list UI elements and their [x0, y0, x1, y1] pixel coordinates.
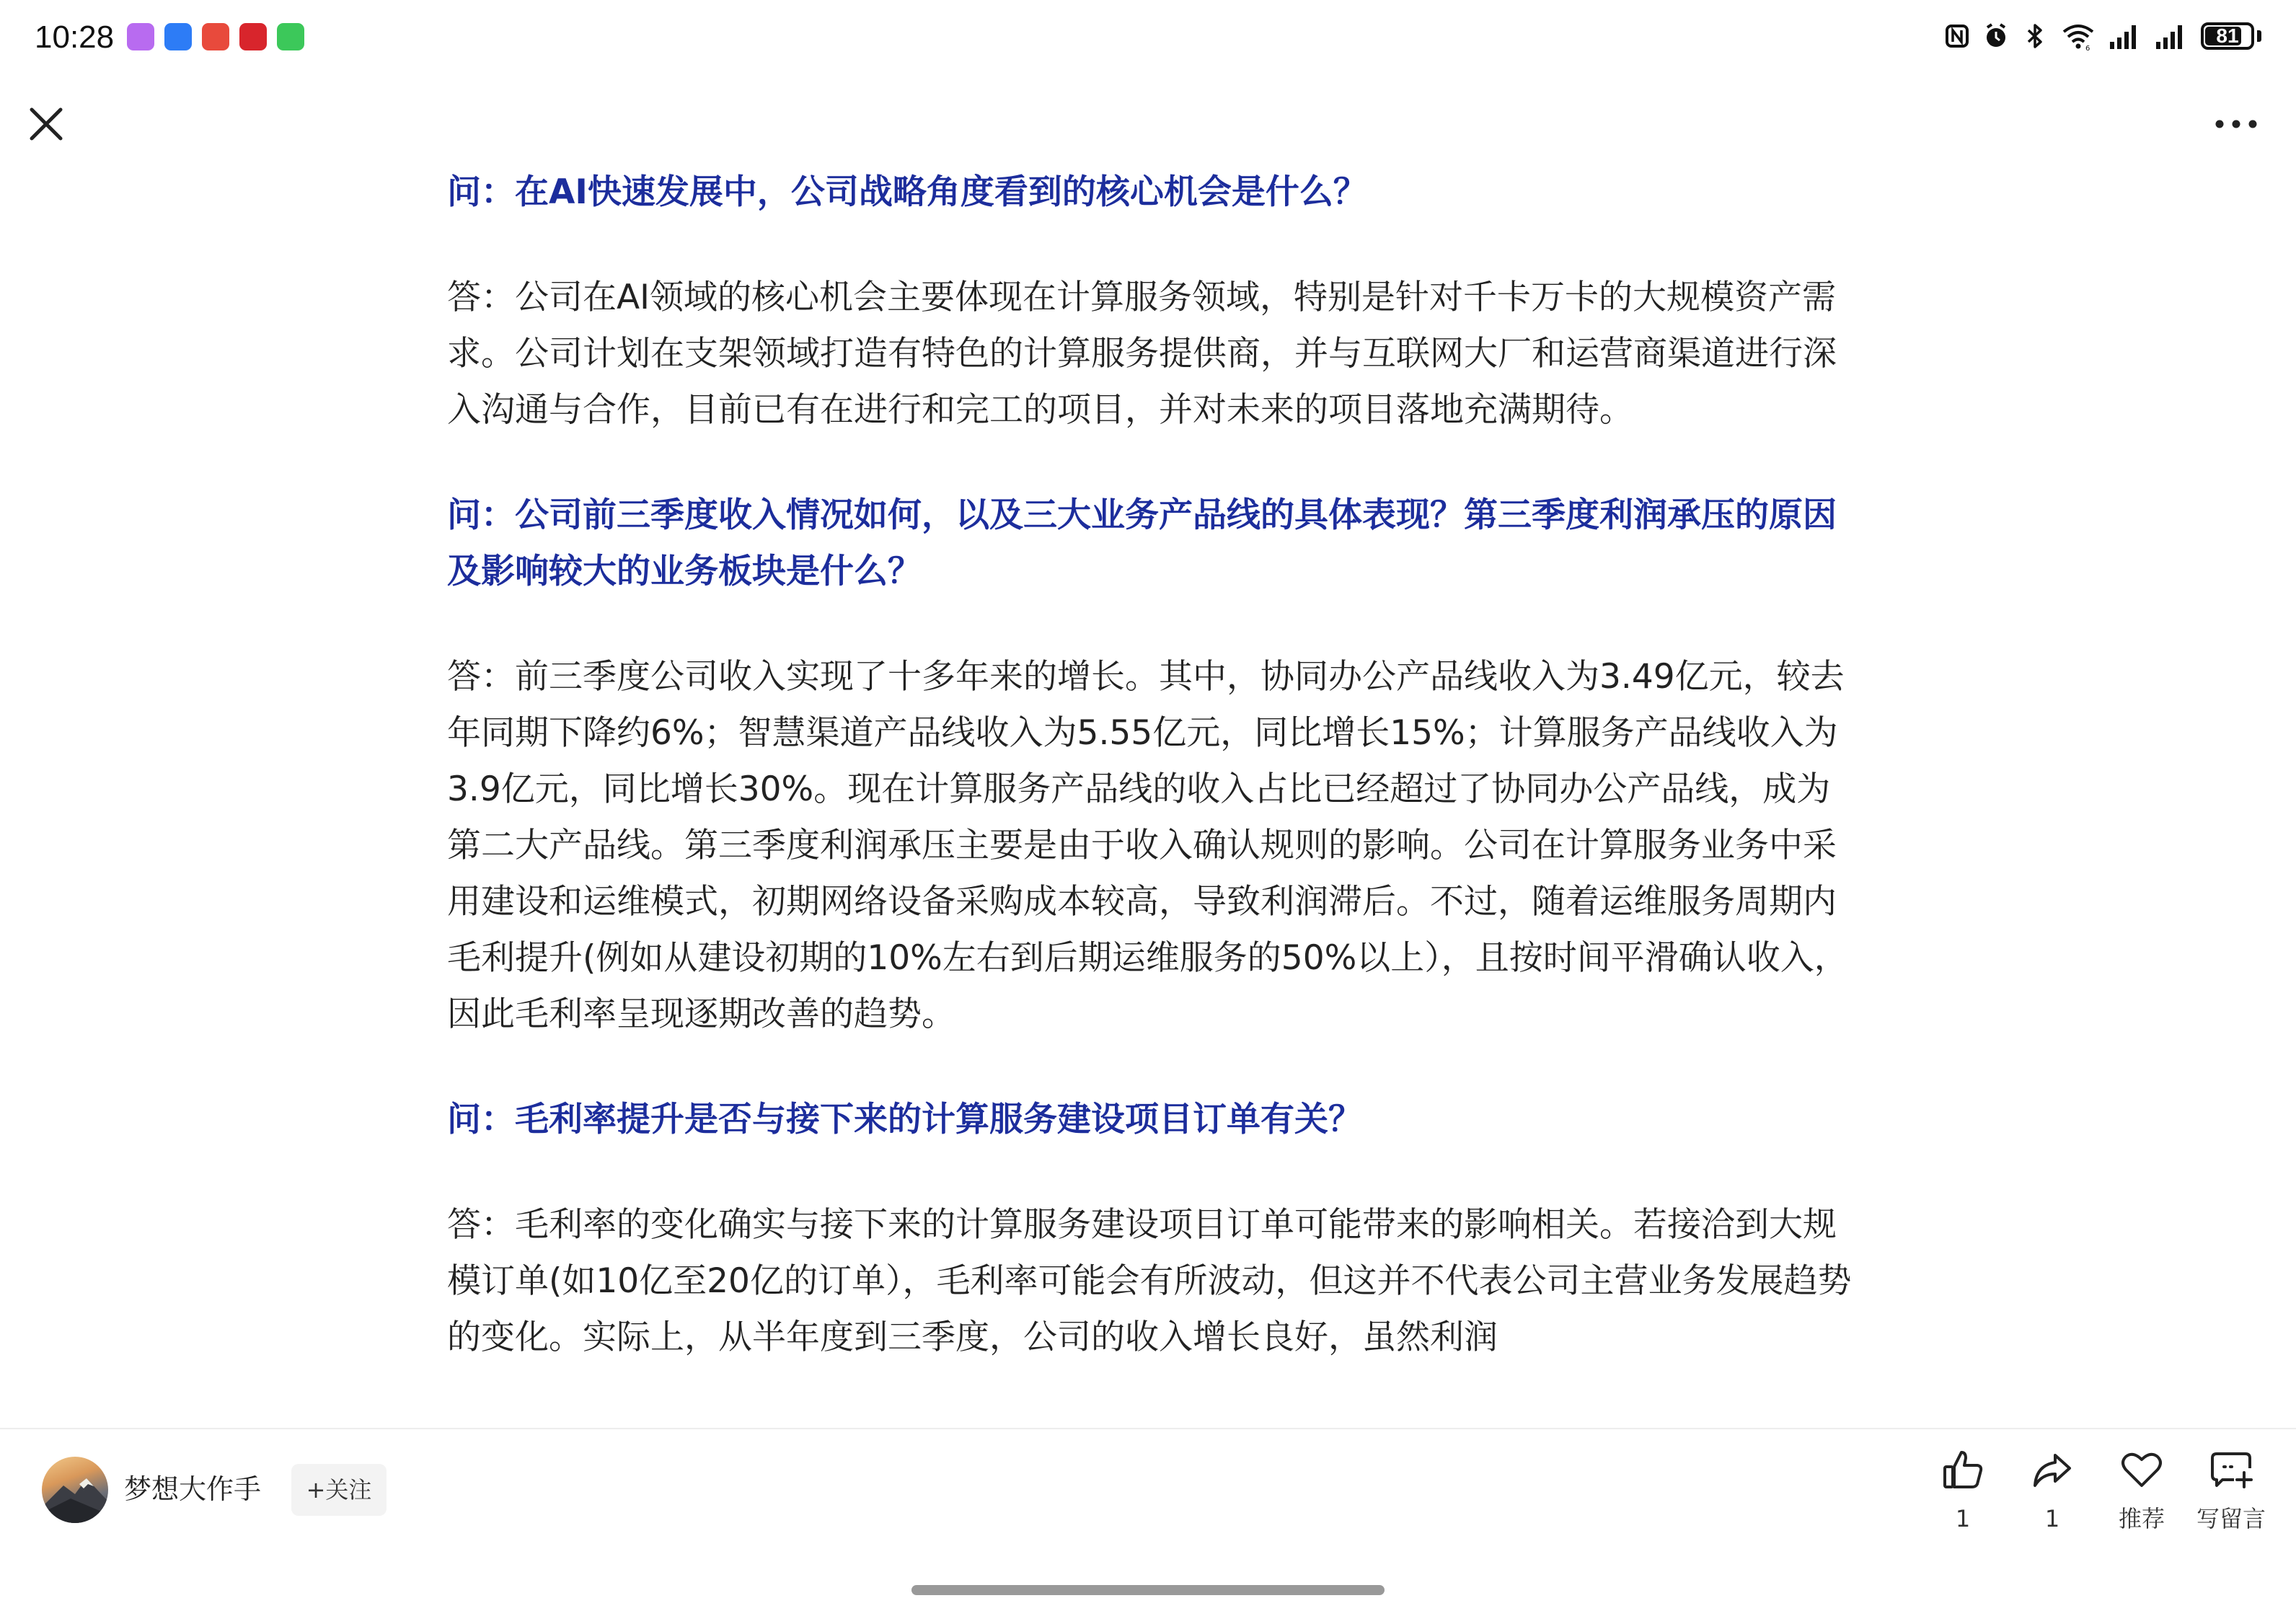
close-icon[interactable] [25, 102, 68, 146]
signal-icon-1 [2109, 22, 2142, 50]
notification-icons [127, 23, 304, 50]
share-count: 1 [2044, 1505, 2060, 1532]
app-icon-red-badge [202, 23, 229, 50]
avatar[interactable] [42, 1457, 108, 1523]
battery-level: 81 [2216, 25, 2239, 47]
app-icon-red-logo [239, 23, 267, 50]
alarm-icon [1983, 22, 2009, 50]
mountain-image [42, 1457, 108, 1523]
more-options-icon[interactable] [2211, 108, 2261, 140]
svg-text:6: 6 [2085, 45, 2090, 50]
bluetooth-icon [2022, 22, 2048, 50]
status-bar [0, 0, 2296, 75]
follow-button[interactable]: +关注 [291, 1464, 387, 1516]
app-icon-blue-chat [164, 23, 192, 50]
battery-icon [2201, 22, 2254, 50]
question-text: 问：在AI快速发展中，公司战略角度看到的核心机会是什么？ [447, 172, 1367, 212]
recommend-button[interactable] [2097, 1447, 2186, 1535]
question-text: 问：公司前三季度收入情况如何，以及三大业务产品线的具体表现？第三季度利润承压的原因及影响较大的业务板块是什么？ [447, 495, 1837, 591]
signal-icon-2 [2155, 22, 2188, 50]
answer-text: 答：公司在AI领域的核心机会主要体现在计算服务领域，特别是针对千卡万卡的大规模资产需求。公司计划在支架领域打造有特色的计算服务提供商，并与互联网大厂和运营商渠道进行深入沟通与合作，目前已有在进行和完工的项目，并对未来的项目落地充满期待。 [447, 278, 1837, 430]
nfc-icon [1944, 22, 1970, 50]
action-buttons [1918, 1447, 2276, 1535]
answer-text: 答：毛利率的变化确实与接下来的计算服务建设项目订单可能带来的影响相关。若接洽到大规模订单(如10亿至20亿的订单），毛利率可能会有所波动，但这并不代表公司主营业务发展趋势的变化。实际上，从半年度到三季度，公司的收入增长良好，虽然利润 [447, 1205, 1852, 1357]
like-count: 1 [1955, 1505, 1971, 1532]
comment-plus-icon [2208, 1447, 2254, 1493]
share-button[interactable] [2008, 1447, 2097, 1535]
app-icon-purple [127, 23, 154, 50]
comment-label: 写留言 [2196, 1505, 2266, 1532]
app-icon-green [277, 23, 304, 50]
thumbs-up-icon [1940, 1447, 1986, 1493]
like-button[interactable] [1918, 1447, 2008, 1535]
author-name[interactable]: 梦想大作手 [124, 1473, 262, 1505]
comment-button[interactable] [2186, 1447, 2276, 1535]
wifi-icon [2061, 22, 2096, 50]
battery-cap [2257, 30, 2261, 42]
status-indicators [1944, 22, 2261, 50]
status-time: 10:28 [35, 19, 115, 55]
heart-icon [2119, 1447, 2165, 1493]
answer-text: 答：前三季度公司收入实现了十多年来的增长。其中，协同办公产品线收入为3.49亿元，较去年同期下降约6%；智慧渠道产品线收入为5.55亿元，同比增长15%；计算服务产品线收入为3.9亿元，同比增长30%。现在计算服务产品线的收入占比已经超过了协同办公产品线，成为第二大产品线。第三季度利润承压主要是由于收入确认规则的影响。公司在计算服务业务中采用建设和运维模式，初期网络设备采购成本较高，导致利润滞后。不过，随着运维服务周期内毛利提升(例如从建设初期的10%左右到后期运维服务的50%以上），且按时间平滑确认收入，因此毛利率呈现逐期改善的趋势。 [447, 657, 1848, 1034]
bottom-action-bar [0, 1428, 2296, 1611]
article-body [447, 164, 1853, 1366]
share-arrow-icon [2029, 1447, 2075, 1493]
recommend-label: 推荐 [2118, 1505, 2165, 1532]
question-text: 问：毛利率提升是否与接下来的计算服务建设项目订单有关？ [447, 1100, 1362, 1139]
home-indicator[interactable] [911, 1585, 1385, 1595]
